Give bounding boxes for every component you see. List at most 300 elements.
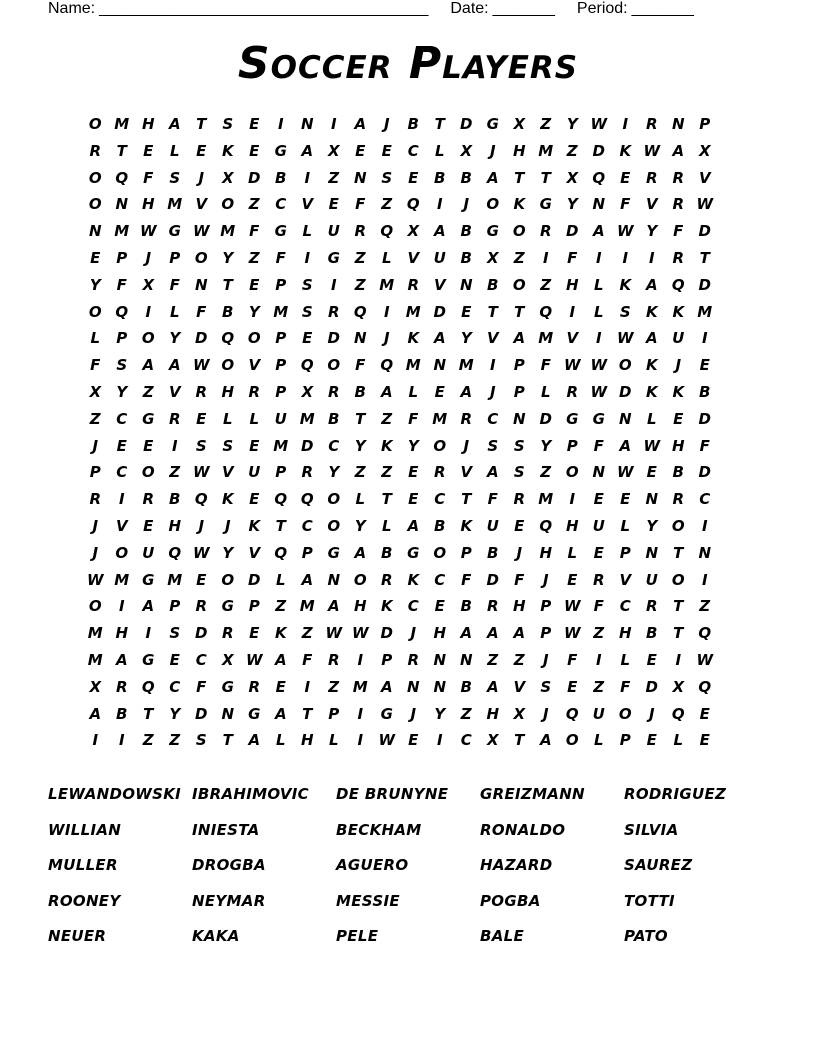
grid-letter[interactable]: B xyxy=(116,704,128,723)
grid-letter[interactable]: W xyxy=(563,597,581,616)
grid-letter[interactable]: D xyxy=(698,463,711,482)
grid-letter[interactable]: O xyxy=(115,543,129,562)
grid-letter[interactable]: P xyxy=(116,248,128,267)
grid-letter[interactable]: U xyxy=(672,329,685,348)
grid-letter[interactable]: N xyxy=(327,570,341,589)
grid-letter[interactable]: E xyxy=(249,624,260,643)
grid-letter[interactable]: H xyxy=(512,597,526,616)
grid-letter[interactable]: Y xyxy=(566,195,578,214)
grid-letter[interactable]: O xyxy=(618,704,632,723)
grid-letter[interactable]: L xyxy=(593,731,604,750)
grid-letter[interactable]: P xyxy=(513,356,525,375)
grid-letter[interactable]: Y xyxy=(354,436,366,455)
grid-letter[interactable]: Z xyxy=(275,597,287,616)
grid-letter[interactable]: F xyxy=(699,436,710,455)
grid-letter[interactable]: E xyxy=(408,731,419,750)
grid-letter[interactable]: W xyxy=(696,650,714,669)
grid-letter[interactable]: A xyxy=(142,356,155,375)
grid-letter[interactable]: B xyxy=(646,624,658,643)
grid-letter[interactable]: O xyxy=(88,115,102,133)
grid-letter[interactable]: L xyxy=(434,141,445,160)
grid-letter[interactable]: P xyxy=(275,275,287,294)
grid-letter[interactable]: Q xyxy=(539,516,553,535)
grid-letter[interactable]: J xyxy=(92,543,99,562)
grid-letter[interactable]: W xyxy=(86,570,104,589)
grid-letter[interactable]: Z xyxy=(487,650,499,669)
grid-letter[interactable]: V xyxy=(195,195,208,214)
grid-letter[interactable]: G xyxy=(539,195,552,214)
grid-letter[interactable]: E xyxy=(593,543,604,562)
grid-letter[interactable]: R xyxy=(89,490,102,509)
grid-letter[interactable]: J xyxy=(410,704,417,723)
grid-letter[interactable]: Z xyxy=(593,677,605,696)
grid-letter[interactable]: E xyxy=(646,650,657,669)
grid-letter[interactable]: E xyxy=(646,731,657,750)
grid-letter[interactable]: N xyxy=(353,168,367,187)
grid-letter[interactable]: F xyxy=(143,168,154,187)
grid-letter[interactable]: Q xyxy=(141,677,155,696)
grid-letter[interactable]: F xyxy=(593,436,604,455)
grid-letter[interactable]: P xyxy=(381,650,393,669)
grid-letter[interactable]: S xyxy=(169,168,181,187)
grid-letter[interactable]: Q xyxy=(671,275,685,294)
grid-letter[interactable]: D xyxy=(698,409,711,428)
grid-letter[interactable]: G xyxy=(486,222,499,241)
grid-letter[interactable]: S xyxy=(116,356,128,375)
grid-letter[interactable]: N xyxy=(592,195,606,214)
grid-letter[interactable]: I xyxy=(595,248,602,267)
grid-letter[interactable]: E xyxy=(249,141,260,160)
grid-letter[interactable]: O xyxy=(88,302,102,321)
grid-letter[interactable]: O xyxy=(88,195,102,214)
grid-letter[interactable]: F xyxy=(408,409,419,428)
grid-letter[interactable]: B xyxy=(699,382,711,401)
grid-letter[interactable]: N xyxy=(194,275,208,294)
grid-letter[interactable]: N xyxy=(433,677,447,696)
grid-letter[interactable]: V xyxy=(168,382,181,401)
grid-letter[interactable]: W xyxy=(590,115,608,133)
grid-letter[interactable]: N xyxy=(645,490,659,509)
grid-letter[interactable]: J xyxy=(92,436,99,455)
grid-letter[interactable]: A xyxy=(354,543,367,562)
grid-letter[interactable]: L xyxy=(381,516,392,535)
grid-letter[interactable]: W xyxy=(378,731,396,750)
grid-letter[interactable]: Q xyxy=(194,490,208,509)
grid-letter[interactable]: R xyxy=(327,650,340,669)
grid-letter[interactable]: O xyxy=(327,516,341,535)
grid-letter[interactable]: R xyxy=(195,597,208,616)
grid-letter[interactable]: B xyxy=(460,597,472,616)
grid-letter[interactable]: C xyxy=(619,597,631,616)
grid-letter[interactable]: K xyxy=(407,570,420,589)
grid-letter[interactable]: O xyxy=(486,195,500,214)
grid-letter[interactable]: S xyxy=(169,624,181,643)
grid-letter[interactable]: W xyxy=(643,141,661,160)
grid-letter[interactable]: E xyxy=(90,248,101,267)
grid-letter[interactable]: O xyxy=(565,463,579,482)
grid-letter[interactable]: I xyxy=(648,248,655,267)
grid-letter[interactable]: H xyxy=(221,382,235,401)
grid-letter[interactable]: T xyxy=(222,275,233,294)
grid-letter[interactable]: J xyxy=(224,516,231,535)
grid-letter[interactable]: Q xyxy=(592,168,606,187)
grid-letter[interactable]: I xyxy=(304,168,311,187)
grid-letter[interactable]: R xyxy=(248,677,261,696)
grid-letter[interactable]: E xyxy=(699,731,710,750)
grid-letter[interactable]: P xyxy=(699,115,711,133)
grid-letter[interactable]: K xyxy=(672,382,685,401)
grid-letter[interactable]: Q xyxy=(406,195,420,214)
grid-letter[interactable]: S xyxy=(513,463,525,482)
grid-letter[interactable]: L xyxy=(593,302,604,321)
grid-letter[interactable]: E xyxy=(514,516,525,535)
grid-letter[interactable]: R xyxy=(142,490,155,509)
grid-letter[interactable]: N xyxy=(459,275,473,294)
grid-letter[interactable]: Q xyxy=(168,543,182,562)
grid-letter[interactable]: E xyxy=(408,463,419,482)
grid-letter[interactable]: T xyxy=(355,409,366,428)
grid-letter[interactable]: W xyxy=(192,543,210,562)
grid-letter[interactable]: I xyxy=(304,248,311,267)
grid-letter[interactable]: L xyxy=(408,382,419,401)
grid-letter[interactable]: E xyxy=(567,677,578,696)
grid-letter[interactable]: I xyxy=(145,302,152,321)
grid-letter[interactable]: T xyxy=(461,490,472,509)
grid-letter[interactable]: D xyxy=(698,275,711,294)
grid-letter[interactable]: O xyxy=(433,436,447,455)
grid-letter[interactable]: K xyxy=(248,516,261,535)
grid-letter[interactable]: Z xyxy=(593,624,605,643)
grid-letter[interactable]: K xyxy=(619,275,632,294)
grid-letter[interactable]: L xyxy=(249,409,260,428)
grid-letter[interactable]: P xyxy=(89,463,101,482)
grid-letter[interactable]: A xyxy=(486,463,499,482)
grid-letter[interactable]: H xyxy=(353,597,367,616)
grid-letter[interactable]: O xyxy=(221,195,235,214)
grid-letter[interactable]: N xyxy=(353,329,367,348)
grid-letter[interactable]: J xyxy=(489,141,496,160)
grid-letter[interactable]: Q xyxy=(698,624,712,643)
grid-letter[interactable]: P xyxy=(169,248,181,267)
grid-letter[interactable]: E xyxy=(169,650,180,669)
grid-letter[interactable]: F xyxy=(567,248,578,267)
grid-letter[interactable]: X xyxy=(142,275,155,294)
grid-letter[interactable]: Z xyxy=(513,248,525,267)
grid-letter[interactable]: O xyxy=(141,463,155,482)
grid-letter[interactable]: I xyxy=(701,570,708,589)
grid-letter[interactable]: Y xyxy=(328,463,340,482)
grid-letter[interactable]: G xyxy=(168,222,181,241)
grid-letter[interactable]: O xyxy=(88,168,102,187)
grid-letter[interactable]: H xyxy=(512,141,526,160)
grid-letter[interactable]: P xyxy=(513,382,525,401)
grid-letter[interactable]: F xyxy=(275,248,286,267)
grid-letter[interactable]: H xyxy=(141,115,155,133)
grid-letter[interactable]: D xyxy=(248,168,261,187)
grid-letter[interactable]: Y xyxy=(460,329,472,348)
grid-letter[interactable]: W xyxy=(590,356,608,375)
grid-letter[interactable]: R xyxy=(539,222,552,241)
grid-letter[interactable]: R xyxy=(460,409,473,428)
grid-letter[interactable]: Q xyxy=(539,302,553,321)
grid-letter[interactable]: O xyxy=(433,543,447,562)
grid-letter[interactable]: A xyxy=(513,329,526,348)
grid-letter[interactable]: X xyxy=(460,141,473,160)
grid-letter[interactable]: R xyxy=(566,382,579,401)
grid-letter[interactable]: O xyxy=(565,731,579,750)
grid-letter[interactable]: M xyxy=(273,436,289,455)
grid-letter[interactable]: X xyxy=(486,731,499,750)
grid-letter[interactable]: H xyxy=(565,275,579,294)
grid-letter[interactable]: G xyxy=(566,409,579,428)
grid-letter[interactable]: I xyxy=(357,704,364,723)
grid-letter[interactable]: A xyxy=(433,329,446,348)
grid-letter[interactable]: I xyxy=(171,436,178,455)
grid-letter[interactable]: M xyxy=(405,356,421,375)
grid-letter[interactable]: Y xyxy=(566,115,578,133)
grid-letter[interactable]: I xyxy=(357,650,364,669)
date-blank[interactable]: _______ xyxy=(492,0,555,17)
grid-letter[interactable]: G xyxy=(274,222,287,241)
grid-letter[interactable]: A xyxy=(592,222,605,241)
grid-letter[interactable]: T xyxy=(673,543,684,562)
grid-letter[interactable]: H xyxy=(433,624,447,643)
grid-letter[interactable]: E xyxy=(196,409,207,428)
grid-letter[interactable]: G xyxy=(221,597,234,616)
grid-letter[interactable]: I xyxy=(118,597,125,616)
grid-letter[interactable]: I xyxy=(357,731,364,750)
grid-letter[interactable]: R xyxy=(513,490,526,509)
grid-letter[interactable]: N xyxy=(115,195,129,214)
grid-letter[interactable]: J xyxy=(463,436,470,455)
grid-letter[interactable]: M xyxy=(379,275,395,294)
grid-letter[interactable]: W xyxy=(616,222,634,241)
grid-letter[interactable]: R xyxy=(407,275,420,294)
grid-letter[interactable]: S xyxy=(487,436,499,455)
grid-letter[interactable]: X xyxy=(566,168,579,187)
grid-letter[interactable]: I xyxy=(145,624,152,643)
grid-letter[interactable]: T xyxy=(540,168,551,187)
grid-letter[interactable]: T xyxy=(196,115,207,133)
grid-letter[interactable]: E xyxy=(381,141,392,160)
grid-letter[interactable]: Z xyxy=(248,248,260,267)
grid-letter[interactable]: E xyxy=(143,516,154,535)
grid-letter[interactable]: J xyxy=(542,650,549,669)
grid-letter[interactable]: A xyxy=(486,624,499,643)
grid-letter[interactable]: T xyxy=(381,490,392,509)
grid-letter[interactable]: E xyxy=(116,436,127,455)
grid-letter[interactable]: B xyxy=(487,543,499,562)
grid-letter[interactable]: X xyxy=(407,222,420,241)
grid-letter[interactable]: X xyxy=(89,382,102,401)
grid-letter[interactable]: F xyxy=(302,650,313,669)
grid-letter[interactable]: F xyxy=(169,275,180,294)
grid-letter[interactable]: L xyxy=(90,329,101,348)
grid-letter[interactable]: T xyxy=(143,704,154,723)
grid-letter[interactable]: F xyxy=(514,570,525,589)
grid-letter[interactable]: P xyxy=(275,356,287,375)
grid-letter[interactable]: M xyxy=(167,570,183,589)
grid-letter[interactable]: K xyxy=(380,597,393,616)
grid-letter[interactable]: V xyxy=(248,356,261,375)
grid-letter[interactable]: A xyxy=(168,115,181,133)
grid-letter[interactable]: M xyxy=(273,302,289,321)
grid-letter[interactable]: U xyxy=(486,516,499,535)
grid-letter[interactable]: K xyxy=(645,302,658,321)
grid-letter[interactable]: D xyxy=(645,677,658,696)
grid-letter[interactable]: T xyxy=(673,597,684,616)
grid-letter[interactable]: P xyxy=(169,597,181,616)
grid-letter[interactable]: W xyxy=(563,356,581,375)
grid-letter[interactable]: S xyxy=(222,115,234,133)
grid-letter[interactable]: A xyxy=(274,650,287,669)
grid-letter[interactable]: N xyxy=(618,409,632,428)
grid-letter[interactable]: Q xyxy=(300,356,314,375)
grid-letter[interactable]: U xyxy=(327,222,340,241)
grid-letter[interactable]: J xyxy=(542,570,549,589)
grid-letter[interactable]: P xyxy=(275,382,287,401)
grid-letter[interactable]: R xyxy=(221,624,234,643)
grid-letter[interactable]: D xyxy=(327,329,340,348)
grid-letter[interactable]: L xyxy=(169,302,180,321)
grid-letter[interactable]: U xyxy=(248,463,261,482)
grid-letter[interactable]: K xyxy=(274,624,287,643)
grid-letter[interactable]: G xyxy=(327,248,340,267)
grid-letter[interactable]: T xyxy=(514,302,525,321)
grid-letter[interactable]: J xyxy=(383,329,390,348)
grid-letter[interactable]: R xyxy=(645,597,658,616)
grid-letter[interactable]: O xyxy=(512,222,526,241)
grid-letter[interactable]: X xyxy=(513,704,526,723)
grid-letter[interactable]: O xyxy=(247,329,261,348)
grid-letter[interactable]: Q xyxy=(221,329,235,348)
grid-letter[interactable]: Z xyxy=(513,650,525,669)
grid-letter[interactable]: E xyxy=(249,115,260,133)
grid-letter[interactable]: I xyxy=(622,248,629,267)
grid-letter[interactable]: S xyxy=(619,302,631,321)
grid-letter[interactable]: B xyxy=(434,168,446,187)
grid-letter[interactable]: R xyxy=(248,382,261,401)
grid-letter[interactable]: V xyxy=(248,543,261,562)
grid-letter[interactable]: A xyxy=(619,436,632,455)
grid-letter[interactable]: R xyxy=(327,302,340,321)
grid-letter[interactable]: D xyxy=(380,624,393,643)
grid-letter[interactable]: A xyxy=(168,356,181,375)
grid-letter[interactable]: D xyxy=(486,570,499,589)
grid-letter[interactable]: P xyxy=(460,543,472,562)
grid-letter[interactable]: D xyxy=(698,222,711,241)
grid-letter[interactable]: Q xyxy=(115,168,129,187)
grid-letter[interactable]: G xyxy=(274,141,287,160)
grid-letter[interactable]: X xyxy=(698,141,711,160)
grid-letter[interactable]: C xyxy=(301,516,313,535)
grid-letter[interactable]: K xyxy=(407,329,420,348)
grid-letter[interactable]: A xyxy=(513,624,526,643)
grid-letter[interactable]: N xyxy=(221,704,235,723)
grid-letter[interactable]: I xyxy=(595,650,602,669)
grid-letter[interactable]: D xyxy=(195,704,208,723)
grid-letter[interactable]: X xyxy=(89,677,102,696)
grid-letter[interactable]: D xyxy=(195,329,208,348)
grid-letter[interactable]: V xyxy=(513,677,526,696)
grid-letter[interactable]: U xyxy=(433,248,446,267)
grid-letter[interactable]: G xyxy=(221,677,234,696)
grid-letter[interactable]: M xyxy=(114,115,130,133)
grid-letter[interactable]: T xyxy=(673,624,684,643)
grid-letter[interactable]: L xyxy=(381,248,392,267)
period-blank[interactable]: _______ xyxy=(631,0,694,17)
grid-letter[interactable]: V xyxy=(433,275,446,294)
grid-letter[interactable]: W xyxy=(643,436,661,455)
grid-letter[interactable]: E xyxy=(143,436,154,455)
grid-letter[interactable]: D xyxy=(433,302,446,321)
grid-letter[interactable]: Z xyxy=(142,731,154,750)
grid-letter[interactable]: X xyxy=(486,248,499,267)
grid-letter[interactable]: F xyxy=(90,356,101,375)
grid-letter[interactable]: W xyxy=(616,463,634,482)
grid-letter[interactable]: T xyxy=(514,731,525,750)
grid-letter[interactable]: K xyxy=(380,436,393,455)
grid-letter[interactable]: S xyxy=(195,731,207,750)
grid-letter[interactable]: E xyxy=(620,490,631,509)
grid-letter[interactable]: V xyxy=(301,195,314,214)
grid-letter[interactable]: Q xyxy=(353,302,367,321)
grid-letter[interactable]: A xyxy=(380,382,393,401)
grid-letter[interactable]: D xyxy=(619,382,632,401)
grid-letter[interactable]: E xyxy=(408,490,419,509)
grid-letter[interactable]: T xyxy=(699,248,710,267)
grid-letter[interactable]: I xyxy=(304,677,311,696)
grid-letter[interactable]: H xyxy=(618,624,632,643)
grid-letter[interactable]: B xyxy=(434,516,446,535)
grid-letter[interactable]: Q xyxy=(671,704,685,723)
grid-letter[interactable]: A xyxy=(142,597,155,616)
grid-letter[interactable]: A xyxy=(380,677,393,696)
grid-letter[interactable]: L xyxy=(169,141,180,160)
grid-letter[interactable]: G xyxy=(407,543,420,562)
grid-letter[interactable]: L xyxy=(275,570,286,589)
grid-letter[interactable]: N xyxy=(459,650,473,669)
grid-letter[interactable]: F xyxy=(249,222,260,241)
grid-letter[interactable]: O xyxy=(327,356,341,375)
grid-letter[interactable]: G xyxy=(142,570,155,589)
grid-letter[interactable]: D xyxy=(592,141,605,160)
grid-letter[interactable]: L xyxy=(540,382,551,401)
grid-letter[interactable]: P xyxy=(328,704,340,723)
grid-letter[interactable]: X xyxy=(301,382,314,401)
grid-letter[interactable]: Y xyxy=(169,329,181,348)
grid-letter[interactable]: O xyxy=(327,490,341,509)
grid-letter[interactable]: D xyxy=(460,115,473,133)
grid-letter[interactable]: M xyxy=(432,409,448,428)
grid-letter[interactable]: W xyxy=(192,463,210,482)
grid-letter[interactable]: A xyxy=(301,141,314,160)
grid-letter[interactable]: O xyxy=(353,570,367,589)
grid-letter[interactable]: Y xyxy=(646,222,658,241)
grid-letter[interactable]: Z xyxy=(169,731,181,750)
grid-letter[interactable]: E xyxy=(673,409,684,428)
grid-letter[interactable]: I xyxy=(118,490,125,509)
grid-letter[interactable]: Q xyxy=(300,490,314,509)
grid-letter[interactable]: E xyxy=(143,141,154,160)
grid-letter[interactable]: E xyxy=(196,570,207,589)
grid-letter[interactable]: F xyxy=(461,570,472,589)
grid-letter[interactable]: L xyxy=(620,516,631,535)
grid-letter[interactable]: Z xyxy=(328,168,340,187)
grid-letter[interactable]: J xyxy=(92,516,99,535)
grid-letter[interactable]: J xyxy=(675,356,682,375)
grid-letter[interactable]: W xyxy=(616,329,634,348)
